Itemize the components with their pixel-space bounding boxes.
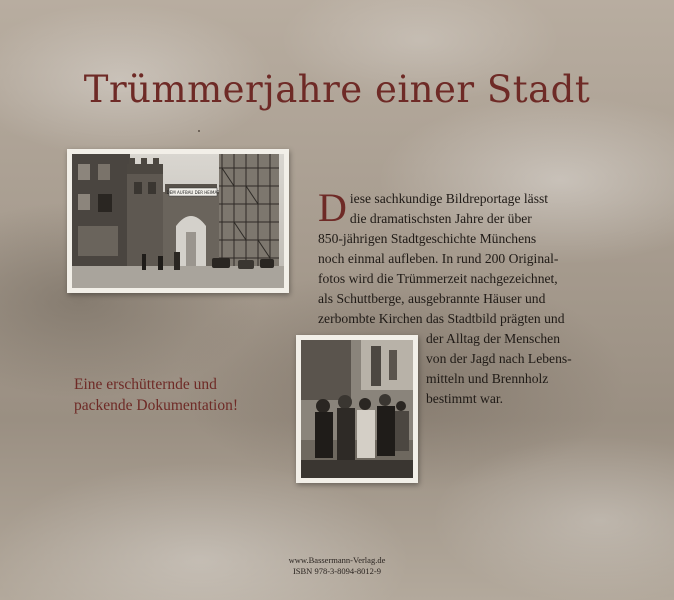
description-line: noch einmal aufleben. In rund 200 Original-: [318, 251, 559, 266]
description-line: fotos wird die Trümmerzeit nachgezeichnet,: [318, 271, 558, 286]
tagline-line: packende Dokumentation!: [74, 397, 238, 414]
description-text: [318, 185, 618, 329]
tagline: [74, 374, 294, 416]
description-line: iese sachkundige Bildreportage lässt: [349, 191, 549, 206]
photo-city-gate: [67, 149, 289, 293]
publisher-url: www.Bassermann-Verlag.de: [288, 555, 386, 565]
publisher-footer: [0, 555, 674, 577]
description-line: zerbombte Kirchen das Stadtbild prägten und: [318, 311, 565, 326]
description-line: mitteln und Brennholz: [426, 371, 549, 386]
drop-cap: D: [318, 185, 347, 230]
description-text-continued: [426, 329, 626, 409]
description-line: als Schuttberge, ausgebrannte Häuser und: [318, 291, 546, 306]
cover-title: Trümmerjahre einer Stadt: [83, 68, 591, 111]
description-line: von der Jagd nach Lebens-: [426, 351, 572, 366]
gate-banner-text: DEM AUFBAU DER HEIMAT: [166, 190, 220, 195]
photo-people-in-ruins-image: [301, 340, 413, 478]
city-gate-illustration: [72, 154, 284, 288]
photo-city-gate-image: [72, 154, 284, 288]
decorative-dot: [198, 130, 200, 132]
people-ruins-illustration: [301, 340, 413, 478]
tagline-line: Eine erschütternde und: [74, 376, 217, 393]
description-line: 850-jährigen Stadtgeschichte Münchens: [318, 231, 537, 246]
description-line: der Alltag der Menschen: [426, 331, 561, 346]
description-line: die dramatischsten Jahre der über: [349, 211, 532, 226]
isbn: ISBN 978-3-8094-8012-9: [292, 566, 382, 576]
description-line: bestimmt war.: [426, 391, 504, 406]
photo-people-in-ruins: [296, 335, 418, 483]
